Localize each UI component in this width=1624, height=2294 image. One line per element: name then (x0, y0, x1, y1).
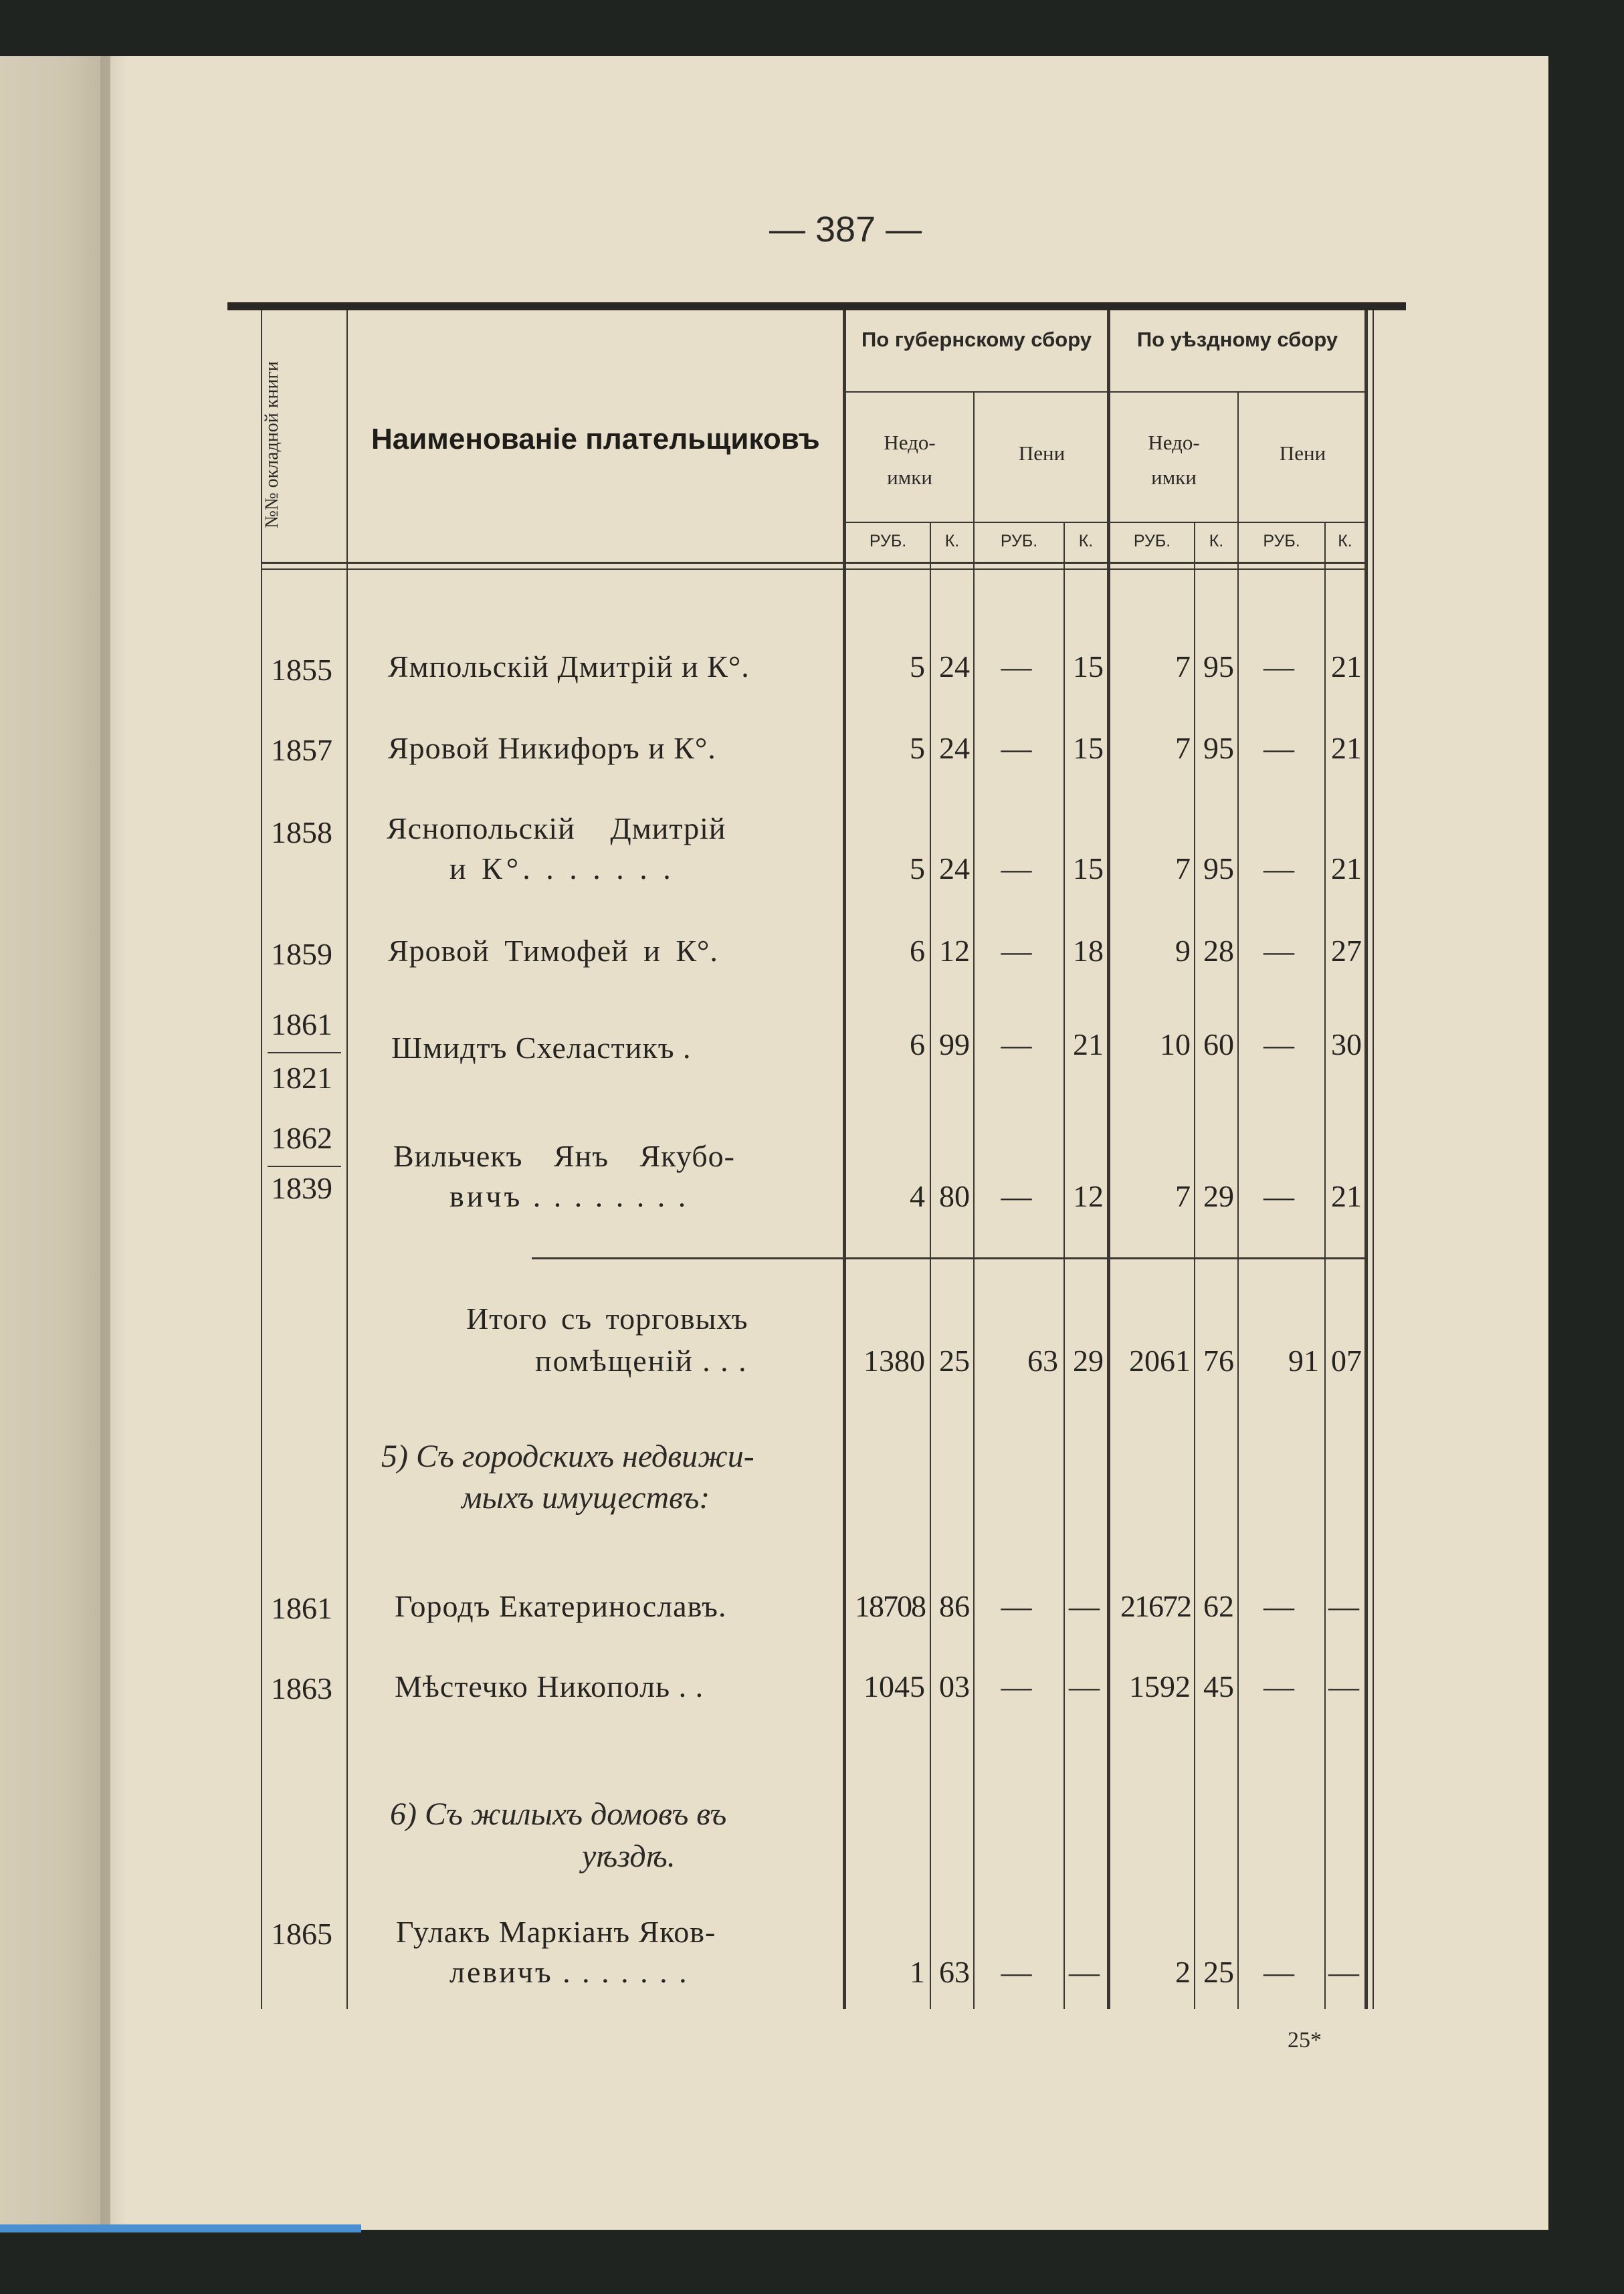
gub-arrears-kop: 25 (939, 1344, 970, 1378)
gub-arrears-kop: 63 (939, 1955, 970, 1989)
uezd-arrears-rub: 7 (1175, 1179, 1191, 1213)
gub-penalty-kop: 12 (1073, 1179, 1104, 1213)
gub-arrears-rub: 18708 (855, 1589, 925, 1623)
gub-penalty-rub: 63 (1027, 1344, 1058, 1378)
scan-edge-strip (0, 2224, 361, 2232)
uezd-penalty-kop: 07 (1331, 1344, 1362, 1378)
uezd-arrears-kop: 28 (1203, 934, 1234, 968)
section-heading: 5) Съ городскихъ недвижи- (381, 1439, 754, 1474)
col-rule-name (843, 310, 846, 2009)
uezd-arrears-rub: 2 (1175, 1955, 1191, 1989)
uezd-arrears-rub: 7 (1175, 731, 1191, 765)
uezd-penalty-rub: 91 (1288, 1344, 1319, 1378)
gub-penalty-rub: — (1001, 851, 1032, 885)
unit-kop: К. (1078, 532, 1094, 550)
book-number: 1821 (271, 1061, 332, 1095)
payer-name: левичъ . . . . . . . (449, 1955, 689, 1989)
gub-penalty-rub: — (1001, 1589, 1032, 1623)
group-subrule (843, 391, 1364, 393)
uezd-penalty-rub: — (1263, 1955, 1294, 1989)
signature-mark: 25* (1288, 2028, 1322, 2053)
uezd-arrears-kop: 95 (1203, 731, 1234, 765)
unit-subrule (843, 522, 1364, 523)
gub-arrears-rub: 1045 (864, 1669, 925, 1703)
uezd-penalty-rub: — (1263, 649, 1294, 684)
gub-penalty-rub: — (1001, 1669, 1032, 1703)
uezd-penalty-kop: — (1328, 1669, 1359, 1703)
uezd-arrears-kop: 60 (1203, 1027, 1234, 1061)
payer-name: Яровой Никифоръ и К°. (388, 731, 716, 765)
subtotal-rule (846, 1257, 1364, 1259)
unit-rub: РУБ. (1263, 532, 1300, 550)
uezd-penalty-rub: — (1263, 934, 1294, 968)
book-number: 1861 (271, 1007, 332, 1041)
section-heading: уѣздѣ. (582, 1839, 676, 1874)
uezd-arrears-rub: 10 (1160, 1027, 1191, 1061)
gub-penalty-rub: — (1001, 934, 1032, 968)
col-rule-gub-end (1107, 310, 1110, 2009)
header-uezd-arrears: Недо- имки (1148, 431, 1200, 489)
page-spine (0, 56, 110, 2230)
gub-arrears-rub: 1 (910, 1955, 925, 1989)
uezd-arrears-kop: 95 (1203, 851, 1234, 885)
header-uezd: По уѣздному сбору (1136, 328, 1338, 351)
gub-penalty-kop: 21 (1073, 1027, 1104, 1061)
unit-kop: К. (1338, 532, 1352, 550)
unit-rub: РУБ. (1000, 532, 1038, 550)
header-gub-arrears: Недо- имки (884, 431, 936, 489)
gub-arrears-kop: 12 (939, 934, 970, 968)
book-number: 1861 (271, 1591, 332, 1625)
gub-penalty-kop: — (1069, 1589, 1100, 1623)
header-uezd-penalty: Пени (1279, 441, 1326, 465)
payer-name: Вильчекъ Янъ Якубо- (393, 1139, 735, 1173)
uezd-penalty-kop: 21 (1331, 1179, 1362, 1213)
gub-penalty-kop: — (1069, 1669, 1100, 1703)
gub-arrears-rub: 5 (910, 851, 925, 885)
payer-name: Яснопольскій Дмитрій (387, 811, 726, 845)
uezd-arrears-rub: 7 (1175, 649, 1191, 684)
uezd-arrears-rub: 2061 (1129, 1344, 1191, 1378)
uezd-penalty-kop: — (1328, 1589, 1359, 1623)
uezd-penalty-kop: 30 (1331, 1027, 1362, 1061)
page-number: — 387 — (769, 209, 922, 249)
gub-arrears-rub: 4 (910, 1179, 925, 1213)
uezd-penalty-rub: — (1263, 1027, 1294, 1061)
total-label: помѣщеній . . . (535, 1344, 748, 1378)
gub-penalty-kop: 29 (1073, 1344, 1104, 1378)
gub-arrears-rub: 6 (910, 1027, 925, 1061)
gub-arrears-rub: 5 (910, 731, 925, 765)
gub-penalty-kop: 15 (1073, 649, 1104, 684)
col-rule-left (261, 310, 262, 2009)
uezd-penalty-rub: — (1263, 1589, 1294, 1623)
total-label: Итого съ торговыхъ (466, 1301, 748, 1336)
payer-name: Шмидтъ Схеластикъ . (391, 1031, 692, 1065)
uezd-arrears-rub: 21672 (1120, 1589, 1191, 1623)
uezd-penalty-rub: — (1263, 851, 1294, 885)
uezd-penalty-kop: 21 (1331, 851, 1362, 885)
uezd-penalty-kop: 21 (1331, 731, 1362, 765)
gub-penalty-rub: — (1001, 731, 1032, 765)
gub-penalty-kop: 18 (1073, 934, 1104, 968)
gub-arrears-kop: 80 (939, 1179, 970, 1213)
gub-penalty-kop: — (1069, 1955, 1100, 1989)
book-number: 1863 (271, 1671, 332, 1705)
uezd-penalty-rub: — (1263, 1179, 1294, 1213)
payer-name: Гулакъ Маркіанъ Яков- (396, 1915, 716, 1949)
unit-rub: РУБ. (869, 532, 907, 550)
header-bottom-rule (261, 562, 1364, 564)
uezd-arrears-kop: 29 (1203, 1179, 1234, 1213)
col-rule-outer (1373, 310, 1374, 2009)
spine-shadow (100, 56, 127, 2230)
gub-penalty-kop: 15 (1073, 851, 1104, 885)
table-top-rule (227, 302, 1406, 310)
uezd-penalty-kop: 21 (1331, 649, 1362, 684)
unit-rub: РУБ. (1133, 532, 1171, 550)
section-heading: 6) Съ жилыхъ домовъ въ (390, 1796, 727, 1832)
book-number: 1859 (271, 937, 332, 971)
uezd-arrears-rub: 1592 (1129, 1669, 1191, 1703)
payer-name: Городъ Екатеринославъ. (395, 1589, 727, 1623)
col-rule-right (1364, 310, 1368, 2009)
uezd-arrears-kop: 62 (1203, 1589, 1234, 1623)
gub-arrears-kop: 24 (939, 649, 970, 684)
header-book-column: №№ окладной книги (262, 361, 282, 528)
gub-arrears-kop: 03 (939, 1669, 970, 1703)
gub-penalty-rub: — (1001, 1955, 1032, 1989)
gub-arrears-kop: 24 (939, 731, 970, 765)
gub-penalty-rub: — (1001, 1027, 1032, 1061)
gub-penalty-rub: — (1001, 1179, 1032, 1213)
payer-name: вичъ . . . . . . . . (449, 1179, 689, 1213)
uezd-penalty-rub: — (1263, 731, 1294, 765)
uezd-arrears-kop: 95 (1203, 649, 1234, 684)
book-number: 1857 (271, 733, 332, 767)
uezd-arrears-rub: 7 (1175, 851, 1191, 885)
gub-penalty-rub: — (1001, 649, 1032, 684)
gub-arrears-kop: 86 (939, 1589, 970, 1623)
col-rule-book (346, 310, 348, 2009)
gub-penalty-kop: 15 (1073, 731, 1104, 765)
gub-arrears-rub: 1380 (864, 1344, 925, 1378)
uezd-penalty-kop: — (1328, 1955, 1359, 1989)
payer-name: Мѣстечко Никополь . . (395, 1669, 704, 1703)
payer-name: Ямпольскій Дмитрій и К°. (388, 649, 750, 684)
payer-name: Яровой Тимофей и К°. (388, 934, 718, 968)
section-heading: мыхъ имуществъ: (462, 1480, 710, 1516)
unit-kop: К. (944, 532, 960, 550)
book-number: 1855 (271, 653, 332, 687)
book-number: 1862 (271, 1121, 332, 1155)
gub-arrears-rub: 6 (910, 934, 925, 968)
unit-kop: К. (1209, 532, 1224, 550)
uezd-arrears-rub: 9 (1175, 934, 1191, 968)
uezd-penalty-kop: 27 (1331, 934, 1362, 968)
payer-name: и К°. . . . . . . (449, 851, 675, 885)
book-number: 1865 (271, 1917, 332, 1951)
uezd-penalty-rub: — (1263, 1669, 1294, 1703)
header-gub-penalty: Пени (1018, 441, 1065, 465)
header-name-column: Наименованіе плательщиковъ (371, 423, 820, 455)
subtotal-rule (532, 1257, 843, 1259)
book-divider (268, 1166, 341, 1167)
header-gub: По губернскому сбору (861, 328, 1092, 351)
uezd-arrears-kop: 45 (1203, 1669, 1234, 1703)
uezd-arrears-kop: 76 (1203, 1344, 1234, 1378)
gub-arrears-rub: 5 (910, 649, 925, 684)
book-number: 1839 (271, 1171, 332, 1205)
book-number: 1858 (271, 815, 332, 849)
gub-arrears-kop: 99 (939, 1027, 970, 1061)
gub-arrears-kop: 24 (939, 851, 970, 885)
header-bottom-rule-2 (261, 568, 1364, 570)
book-divider (268, 1052, 341, 1053)
uezd-arrears-kop: 25 (1203, 1955, 1234, 1989)
